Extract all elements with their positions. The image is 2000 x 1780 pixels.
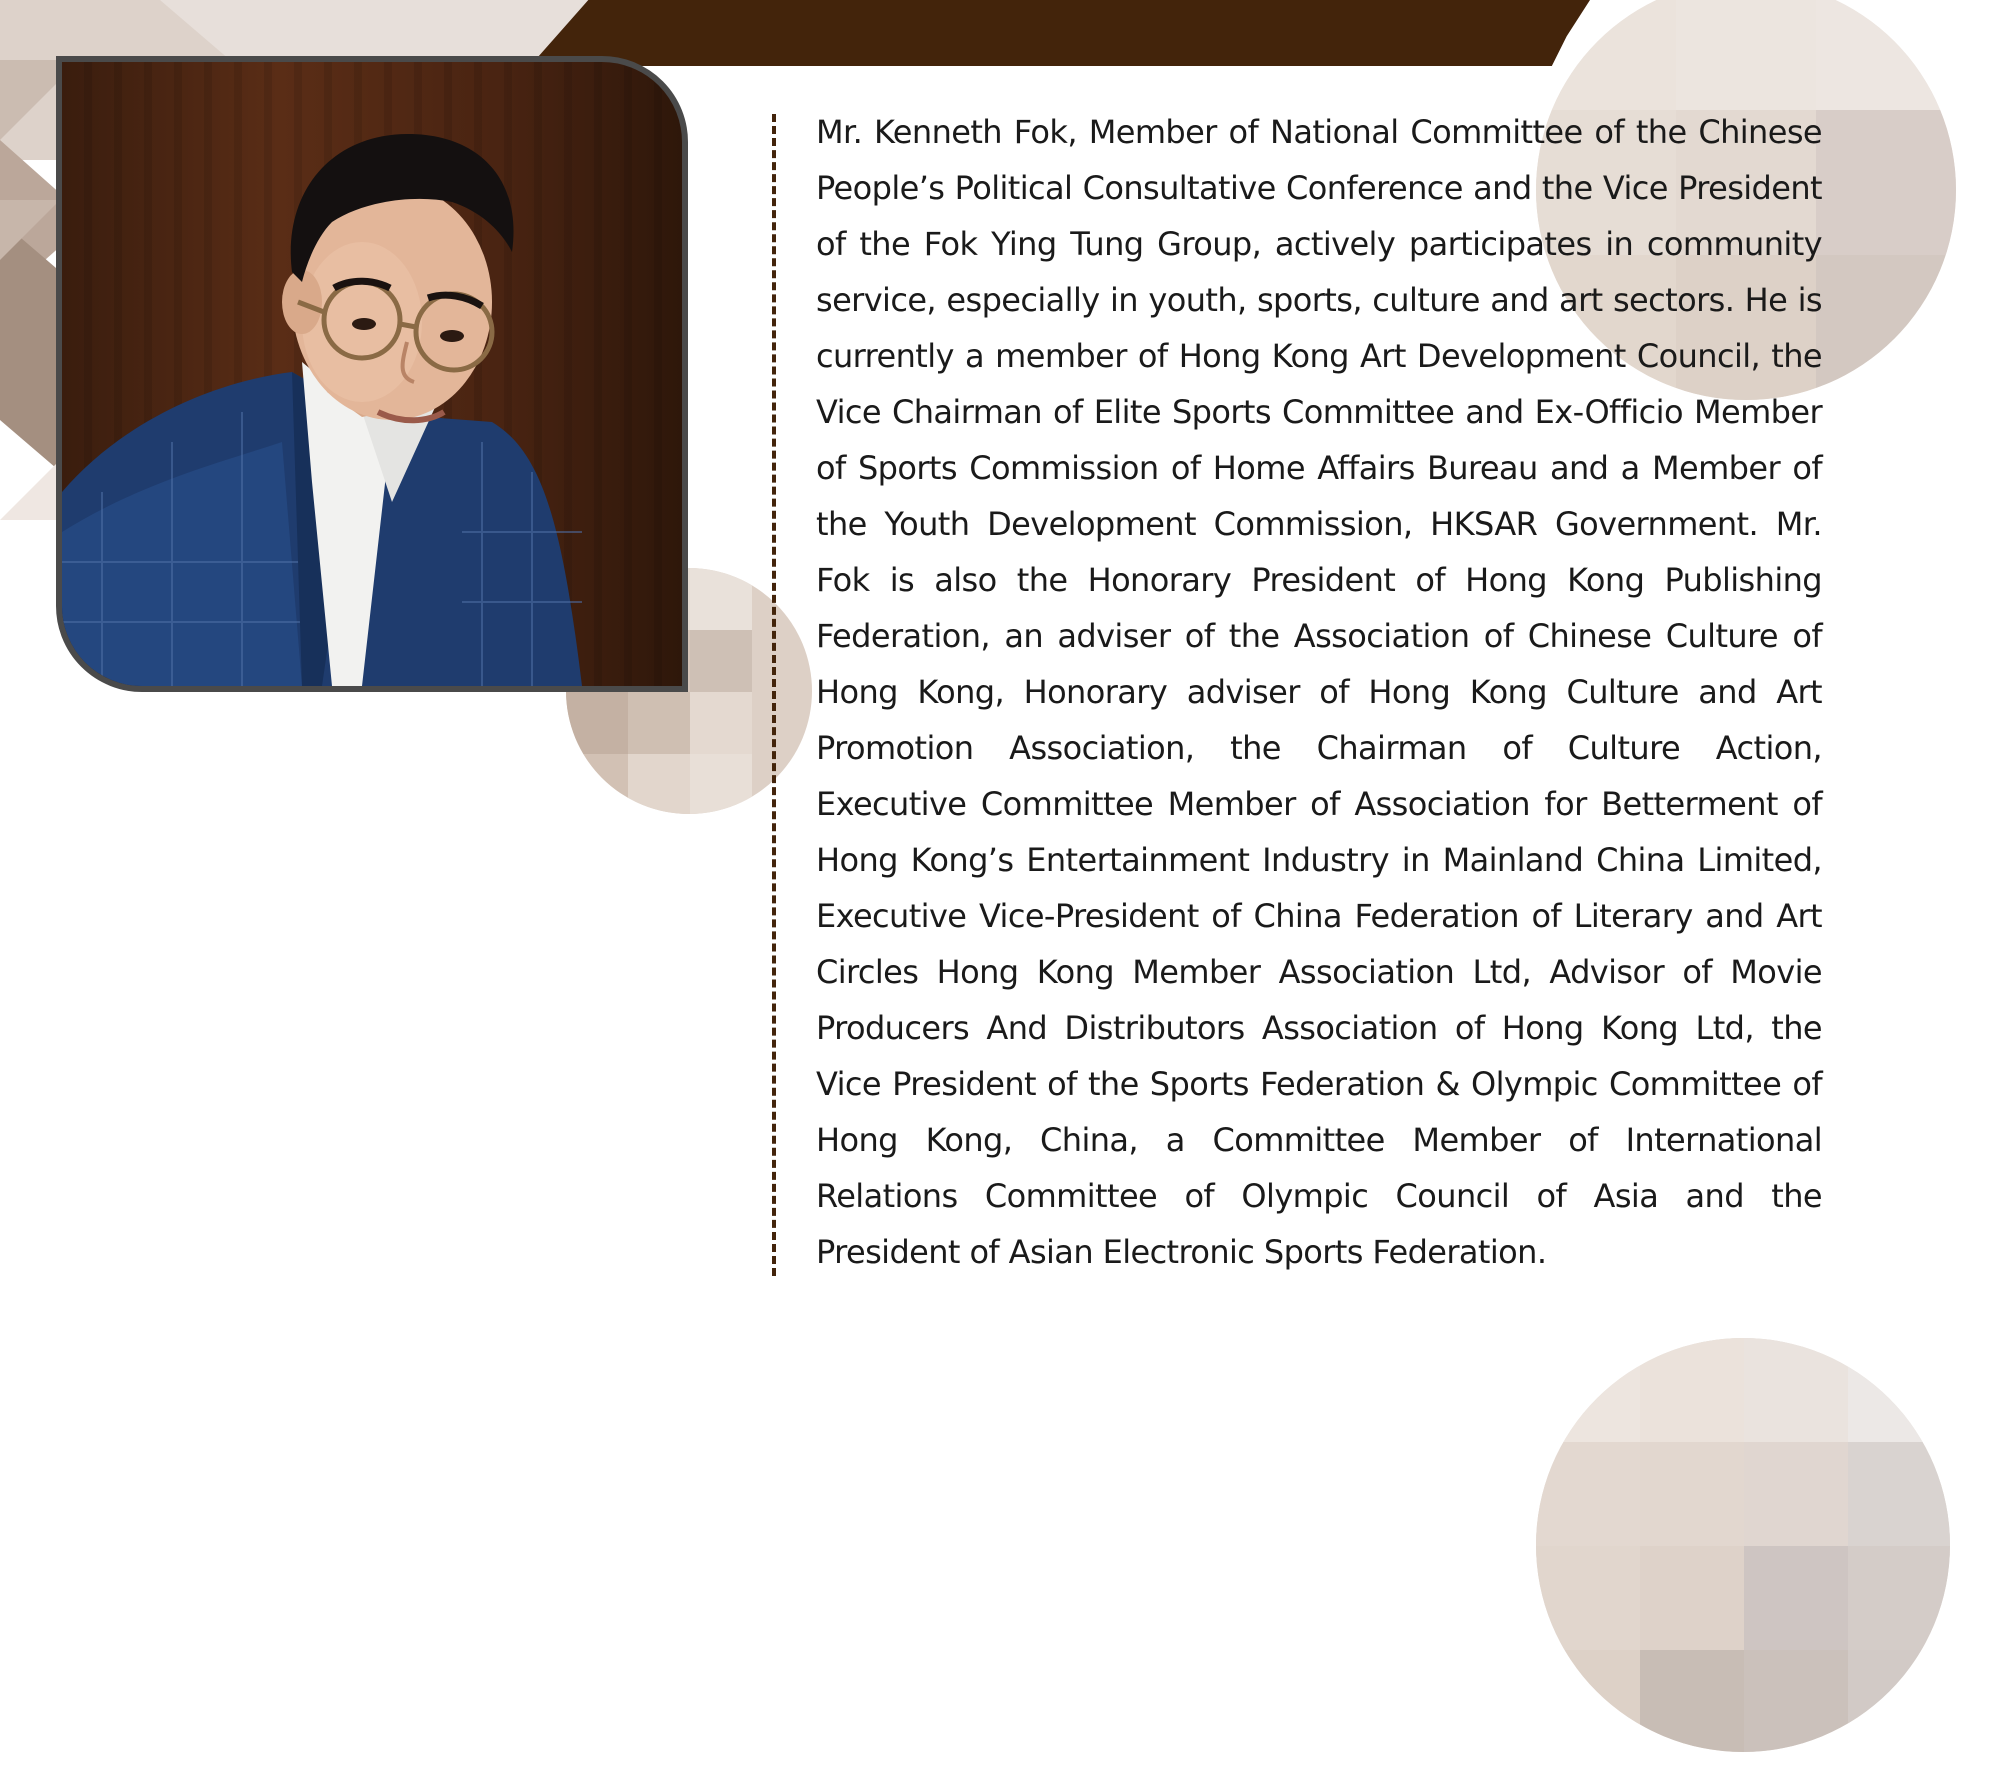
portrait-photo: [56, 56, 688, 692]
header-bar: [530, 0, 1590, 66]
dashed-divider: [772, 114, 776, 1276]
decorative-mosaic-circle: [1536, 1338, 1950, 1752]
portrait-illustration: [62, 62, 682, 686]
biography-text: Mr. Kenneth Fok, Member of National Committee of the Chinese People’s Political Consultative Conference and the Vice President of the Fok Ying Tung Group, actively participates in community service, especially in youth, sports, culture and art sectors. He is currently a member of Hong Kong Art Development Council, the Vice Chairman of Elite Sports Committee and Ex-Officio Member of Sports Commission of Home Affairs Bureau and a Member of the Youth Development Commission, HKSAR Government. Mr. Fok is also the Honorary President of Hong Kong Publishing Federation, an adviser of the Association of Chinese Culture of Hong Kong, Honorary adviser of Hong Kong Culture and Art Promotion Association, the Chairman of Culture Action, Executive Committee Member of Association for Betterment of Hong Kong’s Entertainment Industry in Mainland China Limited, Executive Vice-President of China Federation of Literary and Art Circles Hong Kong Member Association Ltd, Advisor of Movie Producers And Distributors Association of Hong Kong Ltd, the Vice President of the Sports Federation & Olympic Committee of Hong Kong, China, a Committee Member of International Relations Committee of Olympic Council of Asia and the President of Asian Electronic Sports Federation.: [816, 113, 1822, 1271]
